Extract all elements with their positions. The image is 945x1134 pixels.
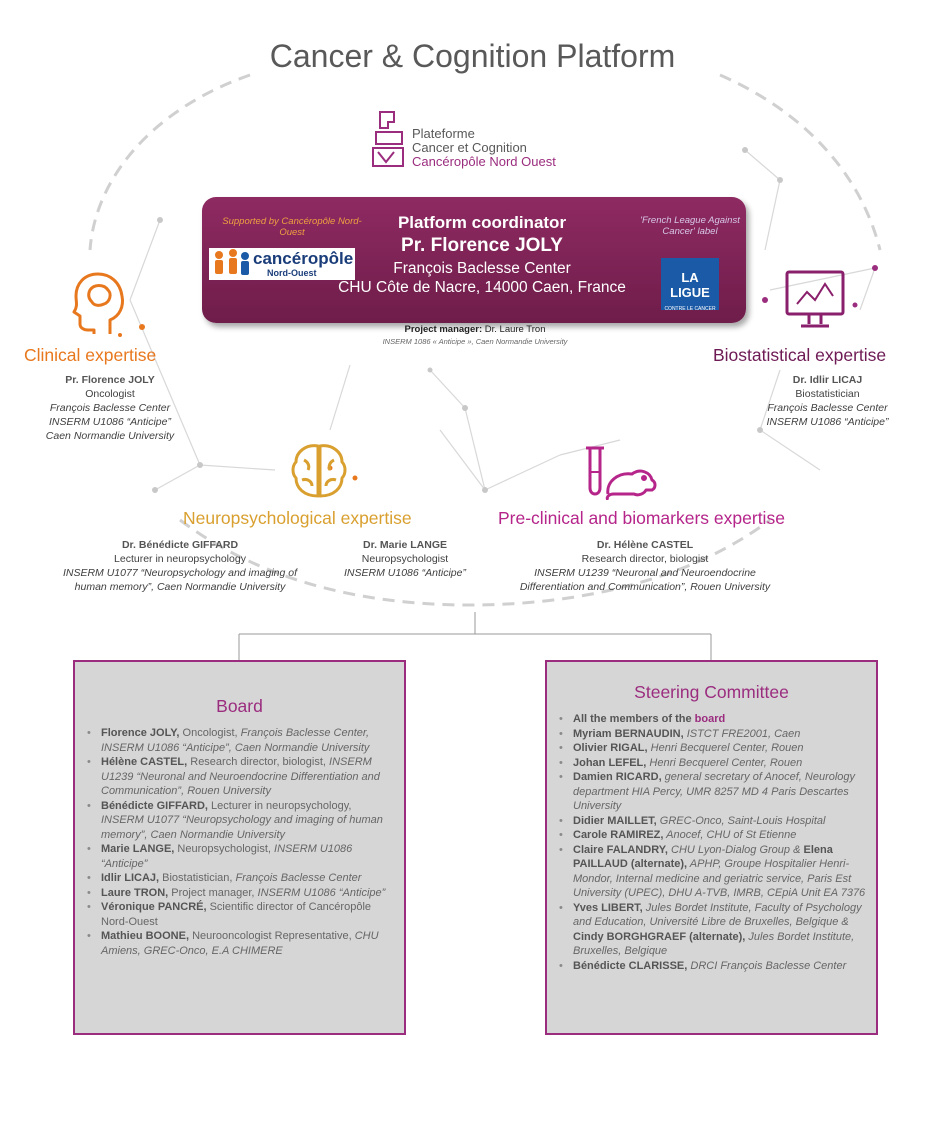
- steering-member-affiliation: Henri Becquerel Center, Rouen: [647, 742, 804, 754]
- steering-member-affiliation: GREC-Onco, Saint-Louis Hospital: [656, 814, 826, 827]
- coordinator-text: [312, 213, 652, 297]
- clinical-role: Oncologist: [85, 388, 135, 400]
- steering-alternate-name: Cindy BORGHGRAEF (alternate),: [573, 930, 746, 943]
- neuro-p1-aff2: human memory”, Caen Normandie University: [74, 581, 286, 593]
- steering-member-affiliation: DRCI François Baclesse Center: [687, 959, 847, 972]
- board-member-name: Florence JOLY,: [101, 727, 180, 739]
- list-item: [87, 929, 392, 958]
- logo-line1: Plateforme: [412, 126, 475, 141]
- coordinator-address: CHU Côte de Nacre, 14000 Caen, France: [338, 279, 626, 296]
- logo-line3: Cancéropôle Nord Ouest: [412, 154, 556, 169]
- board-box: [73, 660, 406, 1035]
- head-icon: [70, 270, 130, 338]
- board-member-role: Neurooncologist Representative,: [189, 930, 355, 942]
- steering-member-name: Damien RICARD,: [573, 771, 662, 783]
- list-item: [87, 799, 392, 843]
- preclinical-name: Dr. Hélène CASTEL: [596, 539, 694, 551]
- project-manager: [300, 324, 650, 335]
- biostat-title: Biostatistical expertise: [713, 345, 887, 365]
- league-label: 'French League Against Cancer' label: [640, 215, 740, 237]
- canceropole-logo-main: cancéropôle: [253, 249, 354, 268]
- board-member-affiliation: INSERM U1239 “Neuronal and Neuroendocrine Differentiation and Communication”, Rouen University: [101, 756, 380, 797]
- list-item: [559, 756, 869, 771]
- steering-member-name: Yves LIBERT,: [573, 901, 643, 914]
- list-item: [559, 828, 869, 843]
- board-member-name: Bénédicte GIFFARD,: [101, 799, 208, 812]
- list-item: [87, 886, 392, 901]
- preclinical-aff2: Differentiation and Communication”, Rouen University: [519, 581, 771, 593]
- preclinical-title: Pre-clinical and biomarkers expertise: [498, 508, 785, 528]
- coordinator-center: François Baclesse Center: [393, 260, 571, 277]
- clinical-name: Pr. Florence JOLY: [65, 374, 155, 386]
- clinical-aff1: François Baclesse Center: [49, 402, 171, 414]
- list-item: [87, 755, 392, 799]
- list-item: [559, 814, 869, 829]
- steering-member-affiliation: Anocef, CHU of St Etienne: [663, 829, 797, 841]
- clinical-aff2: INSERM U1086 “Anticipe”: [49, 416, 171, 428]
- canceropole-logo-sub: Nord-Ouest: [267, 268, 317, 278]
- clinical-title: Clinical expertise: [24, 345, 157, 365]
- board-member-role: Project manager,: [168, 886, 258, 899]
- board-member-name: Véronique PANCRÉ,: [101, 901, 207, 913]
- steering-member-affiliation: CHU Lyon-Dialog Group &: [667, 843, 804, 856]
- board-member-role: Scientific director of Cancéropôle Nord-Ouest: [101, 901, 371, 928]
- neuro-p2-aff1: INSERM U1086 “Anticipe”: [344, 567, 466, 579]
- steering-member-affiliation: ISTCT FRE2001, Caen: [683, 727, 801, 740]
- neuro-person-2: [320, 538, 490, 580]
- steering-member-name: Myriam BERNAUDIN,: [573, 727, 684, 740]
- board-member-affiliation: INSERM U1086 “Anticipe”: [101, 843, 353, 870]
- board-list: [87, 726, 392, 958]
- neuro-person-1: [40, 538, 320, 594]
- preclinical-person: [490, 538, 800, 594]
- steering-alternate-affiliation: Jules Bordet Institute, Bruxelles, Belgique: [573, 930, 855, 957]
- board-member-name: Marie LANGE,: [101, 843, 175, 855]
- preclinical-aff1: INSERM U1239 “Neuronal and Neuroendocrine: [534, 567, 756, 579]
- clinical-aff3: Caen Normandie University: [45, 430, 175, 442]
- neuro-p1-role: Lecturer in neuropsychology: [114, 553, 246, 565]
- board-member-role: Lecturer in neuropsychology,: [207, 799, 352, 812]
- board-member-role: Biostatistician,: [159, 872, 236, 884]
- steering-member-affiliation: Henri Becquerel Center, Rouen: [646, 756, 803, 769]
- steering-alternate-name: Elena PAILLAUD (alternate),: [573, 843, 833, 870]
- list-item: [87, 842, 392, 871]
- biostat-name: Dr. Idlir LICAJ: [792, 374, 863, 386]
- coordinator-heading: Platform coordinator: [397, 213, 567, 232]
- preclinical-role: Research director, biologist: [581, 553, 709, 565]
- biostat-aff1: François Baclesse Center: [767, 402, 888, 414]
- canceropole-figures-icon: [211, 248, 253, 280]
- steering-member-affiliation: Jules Bordet Institute, Faculty of Psychology and Education, Université Libre de Bruxelles, Belgique &: [573, 901, 862, 928]
- steering-member-name: Johan LEFEL,: [573, 756, 647, 769]
- page-title: Cancer & Cognition Platform: [269, 38, 676, 74]
- steering-member-name: Didier MAILLET,: [573, 814, 657, 827]
- biostat-role: Biostatistician: [795, 388, 860, 400]
- board-member-name: Hélène CASTEL,: [101, 756, 188, 768]
- list-item: [87, 726, 392, 755]
- board-member-name: Laure TRON,: [101, 886, 169, 899]
- steering-member-name: Carole RAMIREZ,: [573, 829, 664, 841]
- steering-first-item: [559, 712, 869, 727]
- list-item: [559, 901, 869, 959]
- platform-logo-icon: [368, 108, 410, 170]
- neuro-title: Neuropsychological expertise: [183, 508, 412, 528]
- list-item: [559, 843, 869, 901]
- neuro-p1-aff1: INSERM U1077 “Neuropsychology and imaging of: [62, 567, 298, 579]
- list-item: [87, 871, 392, 886]
- steering-member-affiliation: general secretary of Anocef, Neurology department HIA Percy, UMR 8257 MD 4 Paris Descartes University: [573, 771, 856, 812]
- steering-first-highlight: board: [694, 713, 726, 725]
- board-member-affiliation: CHU Amiens, GREC-Onco, E.A CHIMERE: [101, 930, 379, 957]
- ligue-logo: [661, 258, 719, 310]
- board-member-role: Research director, biologist,: [187, 756, 330, 768]
- biostat-person: [730, 373, 925, 429]
- steering-alternate-affiliation: APHP, Groupe Hospitalier Henri-Mondor, Internal medicine and geriatric service, Paris Est University (UPEC), DHU A-TVB, IMRB, CEpiA Unit EA 7376: [573, 858, 866, 899]
- board-member-affiliation: François Baclesse Center, INSERM U1086 “Anticipe”, Caen Normandie University: [101, 727, 370, 754]
- steering-first-prefix: All the members of the: [573, 713, 692, 725]
- list-item: [87, 900, 392, 929]
- clinical-person: [10, 373, 210, 443]
- neuro-p2-role: Neuropsychologist: [361, 553, 449, 565]
- list-item: [559, 770, 869, 814]
- neuro-p1-name: Dr. Bénédicte GIFFARD: [121, 539, 239, 551]
- steering-list: [559, 712, 869, 973]
- list-item: [559, 741, 869, 756]
- board-member-affiliation: INSERM U1077 “Neuropsychology and imaging of human memory”, Caen Normandie University: [101, 814, 383, 841]
- neuro-p2-name: Dr. Marie LANGE: [362, 539, 448, 551]
- platform-logo: [368, 108, 410, 170]
- board-member-affiliation: INSERM U1086 “Anticipe”: [257, 886, 386, 899]
- project-manager-name: Dr. Laure Tron: [484, 324, 546, 335]
- test-tube-mouse-icon: [582, 442, 658, 500]
- monitor-chart-icon: [783, 268, 847, 332]
- logo-line2: Cancer et Cognition: [412, 140, 527, 155]
- project-manager-label: Project manager:: [404, 324, 483, 335]
- steering-member-name: Claire FALANDRY,: [573, 843, 668, 856]
- steering-member-name: Bénédicte CLARISSE,: [573, 959, 688, 972]
- supported-label: Supported by Cancéropôle Nord-Ouest: [222, 216, 362, 238]
- list-item: [559, 727, 869, 742]
- board-member-name: Mathieu BOONE,: [101, 930, 190, 942]
- board-member-role: Oncologist,: [179, 727, 241, 739]
- biostat-aff2: INSERM U1086 “Anticipe”: [766, 416, 889, 428]
- list-item: [559, 959, 869, 974]
- steering-title: Steering Committee: [634, 682, 789, 702]
- coordinator-name: Pr. Florence JOLY: [401, 235, 563, 256]
- platform-logo-text: [412, 127, 556, 169]
- project-manager-affiliation: INSERM 1086 « Anticipe », Caen Normandie University: [382, 337, 568, 346]
- board-member-affiliation: François Baclesse Center: [235, 872, 362, 884]
- brain-icon: [288, 440, 350, 502]
- board-title: Board: [216, 696, 263, 716]
- board-member-role: Neuropsychologist,: [174, 843, 275, 855]
- steering-member-name: Olivier RIGAL,: [573, 742, 648, 754]
- board-member-name: Idlir LICAJ,: [101, 872, 160, 884]
- ligue-logo-main: LA LIGUE: [670, 270, 710, 300]
- ligue-logo-sub: CONTRE LE CANCER: [664, 306, 716, 312]
- steering-box: [545, 660, 878, 1035]
